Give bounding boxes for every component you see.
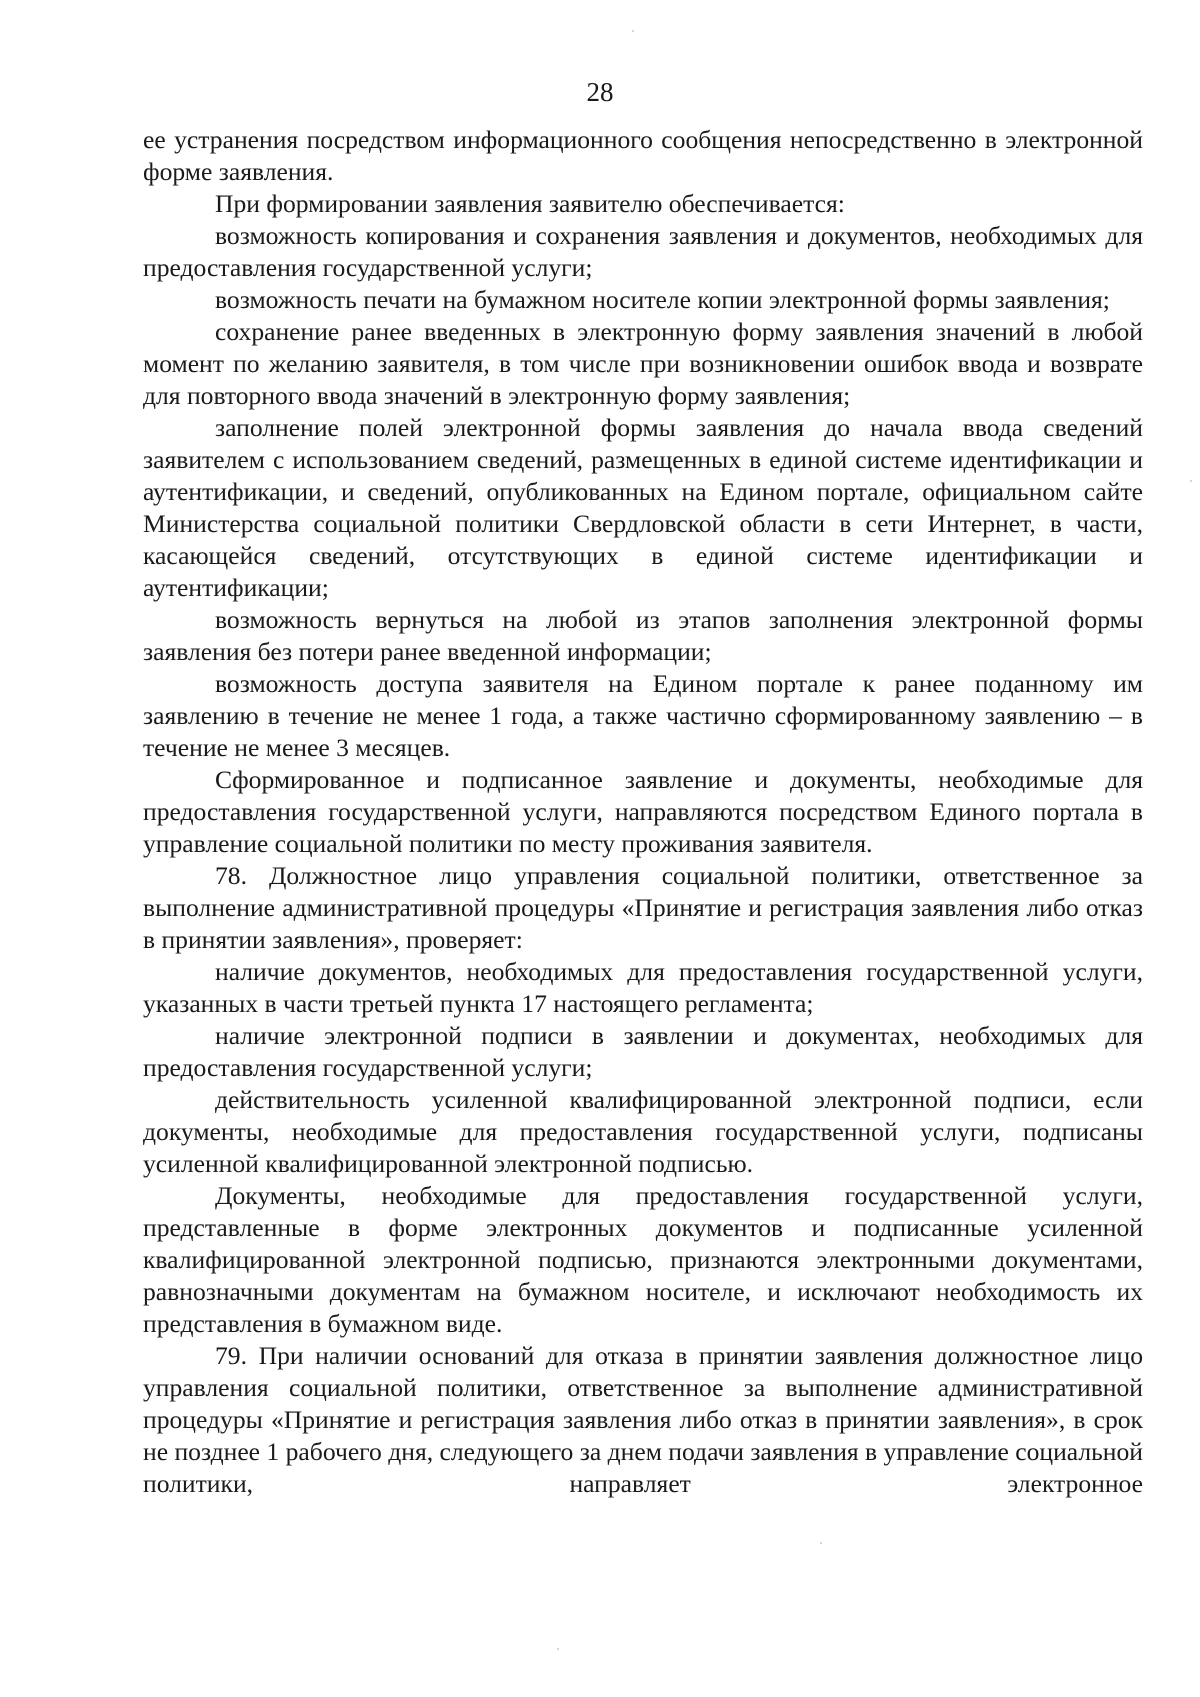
scan-speck — [820, 1542, 822, 1544]
paragraph: возможность копирования и сохранения заявления и документов, необходимых для предоставления государственной услуги; — [143, 221, 1143, 282]
paragraph-item-79: 79. При наличии оснований для отказа в принятии заявления должностное лицо управления социальной политики, ответственное за выполнение административной процедуры «Принятие и регистрация заявления либо отказ в принятии заявления», в срок не позднее 1 рабочего дня, следующего за днем подачи заявления в управление социальной политики, направляет электронное — [143, 1341, 1143, 1498]
paragraph-item-78: 78. Должностное лицо управления социальной политики, ответственное за выполнение административной процедуры «Принятие и регистрация заявления либо отказ в принятии заявления», проверяет: — [143, 861, 1143, 954]
paragraph: Сформированное и подписанное заявление и документы, необходимые для предоставления государственной услуги, направляются посредством Единого портала в управление социальной политики по месту проживания заявителя. — [143, 765, 1143, 858]
page-number: 28 — [586, 77, 614, 107]
paragraph: действительность усиленной квалифицированной электронной подписи, если документы, необходимые для предоставления государственной услуги, подписаны усиленной квалифицированной электронной подписью. — [143, 1085, 1143, 1178]
scan-speck — [1190, 480, 1192, 482]
scan-speck — [557, 1648, 559, 1650]
scan-speck — [632, 30, 634, 32]
paragraph: возможность доступа заявителя на Едином портале к ранее поданному им заявлению в течение не менее 1 года, а также частично сформированному заявлению – в течение не менее 3 месяцев. — [143, 669, 1143, 762]
paragraph: заполнение полей электронной формы заявления до начала ввода сведений заявителем с использованием сведений, размещенных в единой системе идентификации и аутентификации, и сведений, опубликованных на Едином портале, официальном сайте Министерства социальной политики Свердловской области в сети Интернет, в части, касающейся сведений, отсутствующих в единой системе идентификации и аутентификации; — [143, 413, 1143, 602]
paragraph: При формировании заявления заявителю обеспечивается: — [215, 189, 845, 218]
paragraph: Документы, необходимые для предоставления государственной услуги, представленные в форме электронных документов и подписанные усиленной квалифицированной электронной подписью, признаются электронными документами, равнозначными документам на бумажном носителе, и исключают необходимость их представления в бумажном виде. — [143, 1181, 1143, 1338]
paragraph: наличие электронной подписи в заявлении и документах, необходимых для предоставления государственной услуги; — [143, 1021, 1143, 1082]
paragraph: возможность печати на бумажном носителе копии электронной формы заявления; — [215, 285, 1110, 314]
document-body — [143, 124, 1143, 1500]
paragraph: возможность вернуться на любой из этапов заполнения электронной формы заявления без потери ранее введенной информации; — [143, 605, 1143, 666]
paragraph: сохранение ранее введенных в электронную форму заявления значений в любой момент по желанию заявителя, в том числе при возникновении ошибок ввода и возврате для повторного ввода значений в электронную форму заявления; — [143, 317, 1143, 410]
paragraph-continuation: ее устранения посредством информационного сообщения непосредственно в электронной форме заявления. — [143, 125, 1143, 186]
paragraph: наличие документов, необходимых для предоставления государственной услуги, указанных в части третьей пункта 17 настоящего регламента; — [143, 957, 1143, 1018]
